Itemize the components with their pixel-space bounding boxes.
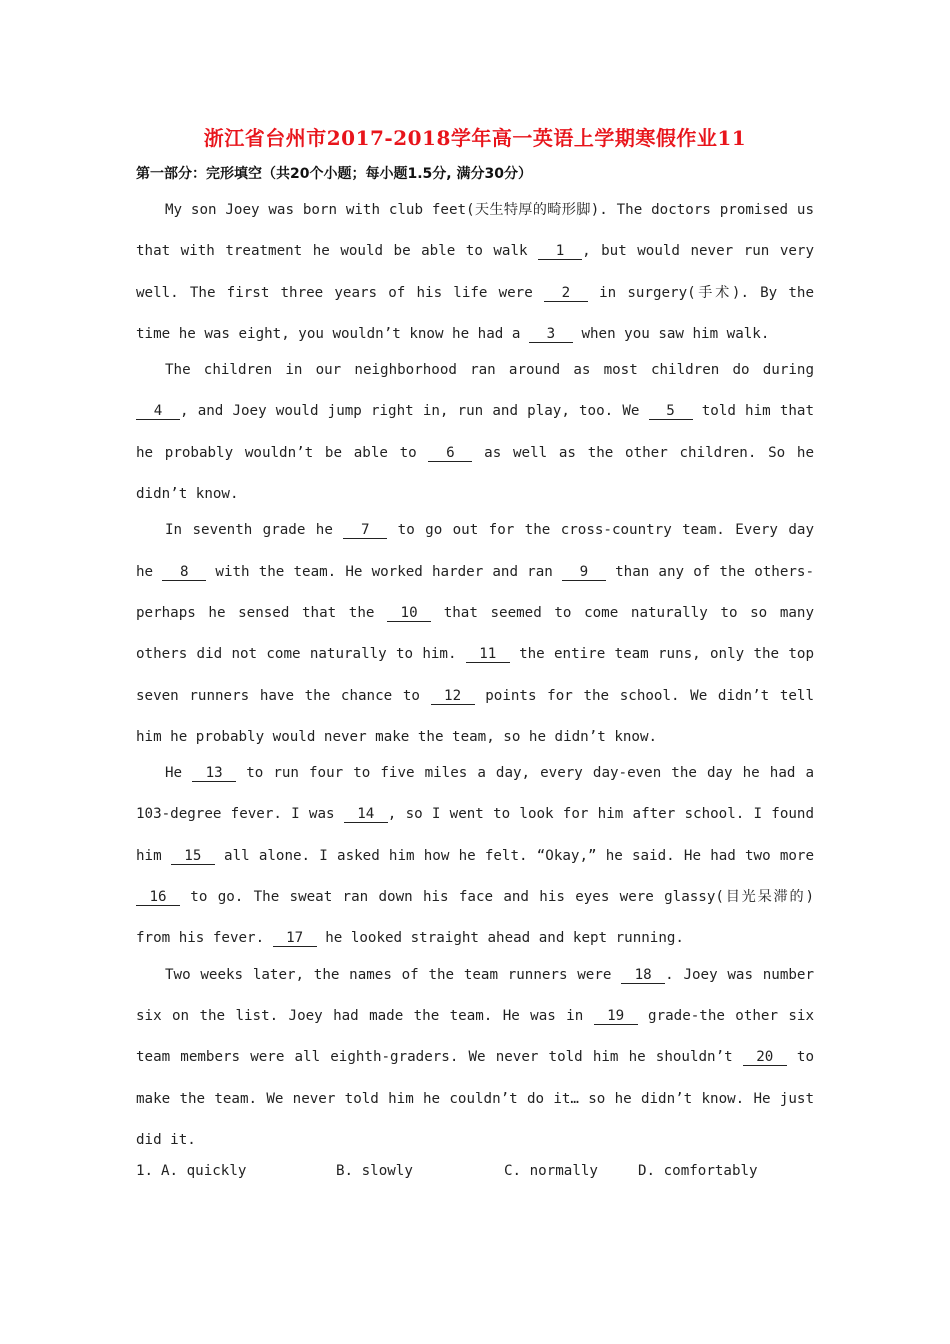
section-heading: 第一部分：完形填空（共20个小题；每小题1.5分, 满分30分） — [136, 166, 532, 182]
option-c: C. normally — [504, 1163, 598, 1179]
passage-text: told him that he probably wouldn’t be able to — [136, 403, 814, 461]
blank-20: 20 — [743, 1049, 787, 1066]
passage-text: He — [165, 765, 193, 782]
blank-18: 18 — [621, 967, 665, 984]
passage-text: , but would never run very well. The first three years of his life were — [136, 243, 814, 301]
question-number: 1. — [136, 1163, 154, 1179]
passage-text: . Joey was number six on the list. Joey had made the team. He was in — [136, 966, 814, 1024]
option-a: A. quickly — [161, 1163, 247, 1179]
paragraph-3 — [136, 510, 814, 758]
passage-text: that seemed to come naturally to so many others did not come naturally to him. — [136, 604, 814, 663]
passage-text: all alone. I asked him how he felt. “Okay,” he said. He had two more — [214, 847, 814, 864]
passage-text: the entire team runs, only the top seven runners have the chance to — [136, 646, 814, 704]
paragraph-5 — [136, 955, 814, 1161]
blank-4: 4 — [136, 403, 180, 420]
blank-1: 1 — [538, 243, 582, 260]
blank-14: 14 — [344, 806, 388, 823]
option-b: B. slowly — [336, 1163, 413, 1179]
passage-text: grade-the other six team members were all eighth-graders. We never told him he shouldn’t — [136, 1007, 814, 1066]
passage-text: as well as the other children. So he didn’t know. — [136, 444, 814, 503]
passage-text: My son Joey was born with club feet(天生特厚的畸形脚). The doctors promised us that with treatment he would be able to walk — [136, 202, 814, 260]
passage-text: to run four to five miles a day, every day-even the day he had a 103-degree fever. I was — [136, 765, 814, 823]
passage-text: with the team. He worked harder and ran — [206, 563, 562, 580]
passage-text: Two weeks later, the names of the team runners were — [165, 966, 622, 983]
passage-text: to go. The sweat ran down his face and his eyes were glassy(目光呆滞的) from his fever. — [136, 889, 814, 947]
passage-text: in surgery(手术). By the time he was eight, you wouldn’t know he had a — [136, 284, 815, 342]
cloze-passage — [136, 190, 814, 1161]
blank-9: 9 — [562, 564, 606, 581]
passage-text: to go out for the cross-country team. Every day he — [136, 522, 814, 580]
passage-text: points for the school. We didn’t tell him he probably would never make the team, so he didn’t know. — [136, 687, 814, 745]
blank-12: 12 — [431, 688, 475, 705]
blank-7: 7 — [343, 522, 387, 539]
blank-3: 3 — [529, 326, 573, 343]
paragraph-4 — [136, 753, 814, 959]
blank-13: 13 — [192, 765, 236, 782]
passage-text: he looked straight ahead and kept running. — [316, 930, 684, 947]
document-title: 浙江省台州市2017-2018学年高一英语上学期寒假作业11 — [203, 126, 747, 150]
blank-15: 15 — [171, 848, 215, 865]
paragraph-2 — [136, 350, 814, 515]
blank-8: 8 — [162, 564, 206, 581]
blank-10: 10 — [387, 605, 431, 622]
blank-19: 19 — [594, 1008, 638, 1025]
blank-11: 11 — [466, 646, 510, 663]
passage-text: than any of the others-perhaps he sensed that the — [136, 563, 815, 621]
blank-17: 17 — [273, 930, 317, 947]
option-d: D. comfortably — [638, 1163, 758, 1179]
passage-text: The children in our neighborhood ran around as most children do during — [165, 362, 814, 379]
passage-text: , and Joey would jump right in, run and play, too. We — [180, 403, 649, 420]
blank-5: 5 — [649, 403, 693, 420]
blank-16: 16 — [136, 889, 180, 906]
passage-text: In seventh grade he — [165, 522, 344, 539]
passage-text: to make the team. We never told him he couldn’t do it… so he didn’t know. He just did it. — [136, 1049, 815, 1148]
paragraph-1 — [136, 190, 814, 355]
blank-6: 6 — [428, 445, 472, 462]
passage-text: , so I went to look for him after school. I found him — [136, 806, 815, 864]
blank-2: 2 — [544, 285, 588, 302]
passage-text: when you saw him walk. — [572, 325, 770, 342]
